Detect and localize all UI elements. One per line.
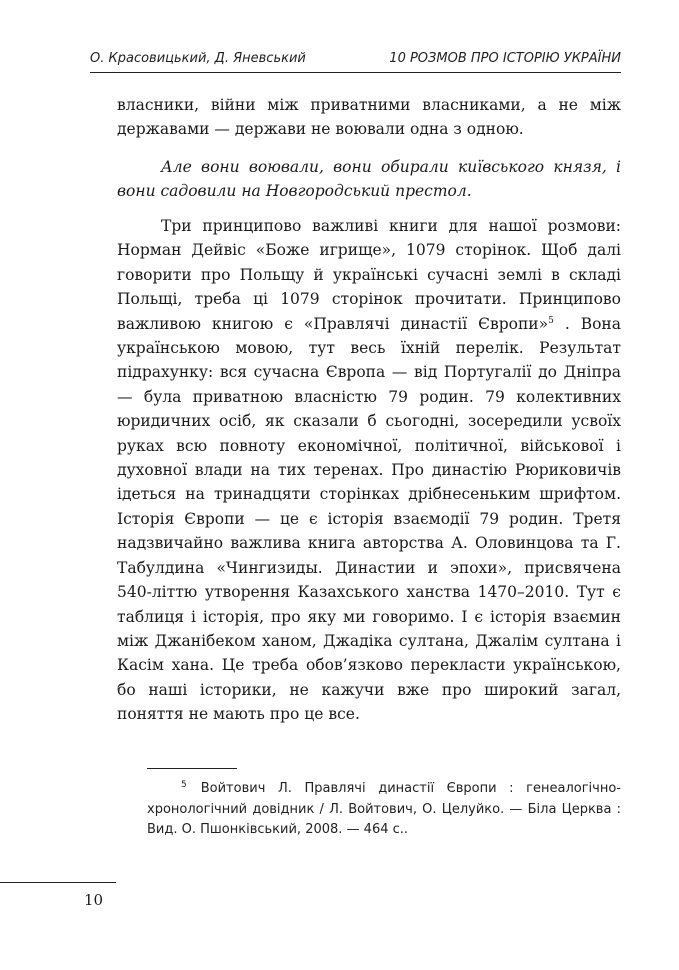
footnote-text: Войтович Л. Правлячі династії Європи : генеалогічно-хронологічний довідник / Л. Войтович, О. Целуйко. — Біла Церква : Вид. О. Пшонківський, 2008. — 464 с.. xyxy=(147,781,621,837)
footnote-divider xyxy=(147,768,237,769)
footnote-reference[interactable]: 5 xyxy=(548,315,554,326)
paragraph-main-part-1: Три принципово важливі книги для нашої розмови: Норман Дейвіс «Боже игрище», 1079 сторінок. Щоб далі говорити про Польщу й українські сучасні землі в складі Польщі, треба ці 1079 сторінок прочитати. Принципово важливою книгою є «Правлячі династії Європи» xyxy=(117,217,621,333)
paragraph-main xyxy=(117,214,621,727)
page-number: 10 xyxy=(84,891,104,909)
footnote xyxy=(147,779,621,841)
footnote-number: 5 xyxy=(181,780,187,790)
running-head-authors: О. Красовицький, Д. Яневський xyxy=(90,51,306,66)
running-head xyxy=(90,50,621,73)
paragraph-main-part-2: . Вона українською мовою, тут весь їхній перелік. Результат підрахунку: вся сучасна Європа — від Португалії до Дніпра — була приватною власністю 79 родин. 79 колективних юридичних осіб, як сказали б сьогодні, зосередили усвоїх руках всю повноту економічної, політичної, військової і духовної влади на тих теренах. Про династію Рюриковичів ідеться на тринадцяти сторінках дрібнесеньким шрифтом. Історія Європи — це є історія взаємодії 79 родин. Третя надзвичайно важлива книга авторства А. Оловинцова та Г. Табулдина «Чингизиды. Династии и эпохи», присвячена 540-літтю утворення Казахського ханства 1470–2010. Тут є таблиця і історія, про яку ми говоримо. І є історія взаємин між Джанібеком ханом, Джадіка султана, Джалім султана і Касім хана. Це треба обов’язково перекласти українською, бо наші історики, не кажучи вже про широкий загал, поняття не мають про це все. xyxy=(117,314,622,724)
paragraph-continuation: власники, війни між приватними власниками, а не між державами — держави не воювали одна з одною. xyxy=(117,96,621,139)
running-head-title: 10 РОЗМОВ ПРО ІСТОРІЮ УКРАЇНИ xyxy=(389,51,621,66)
page-number-divider xyxy=(0,882,116,883)
paragraph-question: Але вони воювали, вони обирали київського князя, і вони садовили на Новгородський престол. xyxy=(117,158,621,201)
